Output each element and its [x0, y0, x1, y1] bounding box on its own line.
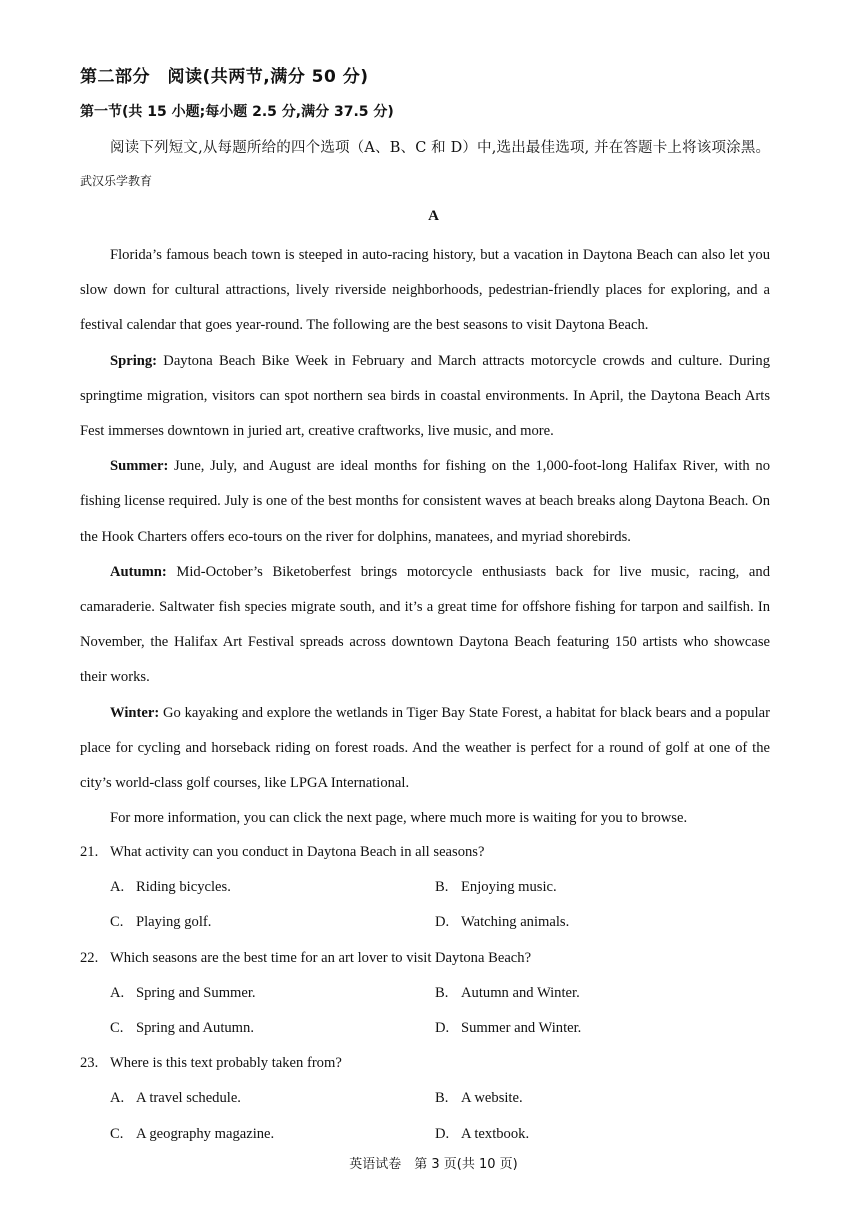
option-b[interactable]: B. A website. [435, 1090, 523, 1107]
option-c[interactable]: C. Spring and Autumn. [110, 1019, 254, 1036]
paragraph-winter [80, 696, 770, 802]
question-text: Which seasons are the best time for an art lover to visit Daytona Beach? [110, 949, 532, 966]
options-row [80, 870, 770, 905]
option-d[interactable]: D. A textbook. [435, 1125, 530, 1142]
options-row [80, 905, 770, 940]
option-a[interactable]: A. A travel schedule. [110, 1090, 241, 1107]
passage-label: A [428, 208, 439, 224]
spring-label: Spring: [110, 352, 158, 369]
option-d[interactable]: D. Watching animals. [435, 914, 570, 931]
option-d[interactable]: D. Summer and Winter. [435, 1019, 582, 1036]
passage [80, 238, 770, 836]
options-row [80, 1011, 770, 1046]
options-row [80, 1081, 770, 1116]
question-text: Where is this text probably taken from? [110, 1055, 342, 1072]
autumn-text: Mid-October’s Biketoberfest brings motorcycle enthusiasts back for live music, racing, and camaraderie. Saltwater fish species migrate south, and it’s a great time for offshore fishing for tarpon and sailfish. In November, the Halifax Art Festival spreads across downtown Daytona Beach featuring 150 artists who showcase their works. [80, 563, 770, 686]
question-22 [80, 941, 770, 976]
subsection-title: 第一节(共 15 小题;每小题 2.5 分,满分 37.5 分) [80, 104, 394, 120]
option-b[interactable]: B. Enjoying music. [435, 879, 557, 896]
passage-closing: For more information, you can click the next page, where much more is waiting for you to browse. [110, 810, 688, 827]
page-footer: 英语试卷 第 3 页(共 10 页) [349, 1157, 518, 1172]
passage-intro: Florida’s famous beach town is steeped in auto-racing history, but a vacation in Daytona Beach can also let you slow down for cultural attractions, lively riverside neighborhoods, pedestrian-friendly places for exploring, and a festival calendar that goes year-round. The following are the best seasons to visit Daytona Beach. [80, 247, 770, 334]
winter-label: Winter: [110, 704, 160, 721]
watermark: 武汉乐学教育 [80, 174, 153, 188]
spring-text: Daytona Beach Bike Week in February and March attracts motorcycle crowds and culture. During springtime migration, visitors can spot northern sea birds in coastal environments. In April, the Daytona Beach Arts Fest immerses downtown in juried art, creative craftworks, live music, and more. [80, 352, 770, 440]
question-number: 23. [80, 1055, 99, 1072]
option-c[interactable]: C. Playing golf. [110, 914, 212, 931]
option-b[interactable]: B. Autumn and Winter. [435, 984, 580, 1001]
option-c[interactable]: C. A geography magazine. [110, 1125, 275, 1142]
section-title: 第二部分 阅读(共两节,满分 50 分) [80, 67, 369, 87]
option-a[interactable]: A. Spring and Summer. [110, 984, 256, 1001]
option-a[interactable]: A. Riding bicycles. [110, 879, 231, 896]
autumn-label: Autumn: [110, 563, 167, 580]
options-row [80, 1117, 770, 1152]
question-23 [80, 1046, 770, 1081]
paragraph-summer [80, 449, 770, 555]
paragraph-spring [80, 344, 770, 450]
question-number: 21. [80, 844, 99, 860]
questions [80, 835, 770, 1152]
paragraph-autumn [80, 555, 770, 696]
question-number: 22. [80, 949, 99, 966]
summer-label: Summer: [110, 458, 169, 475]
instructions [80, 132, 770, 198]
options-row [80, 976, 770, 1011]
question-text: What activity can you conduct in Daytona Beach in all seasons? [110, 844, 485, 860]
question-21 [80, 835, 770, 870]
instructions-text: 阅读下列短文,从每题所给的四个选项（A、B、C 和 D）中,选出最佳选项, 并在答题卡上将该项涂黑。 [110, 140, 770, 156]
winter-text: Go kayaking and explore the wetlands in Tiger Bay State Forest, a habitat for black bears and a popular place for cycling and horseback riding on forest roads. And the weather is perfect for a round of golf at one of the city’s world-class golf courses, like LPGA International. [80, 704, 770, 792]
summer-text: June, July, and August are ideal months for fishing on the 1,000-foot-long Halifax River, with no fishing license required. July is one of the best months for consistent waves at beach breaks along Daytona Beach. On the Hook Charters offers eco-tours on the river for dolphins, manatees, and myriad shorebirds. [80, 458, 770, 545]
